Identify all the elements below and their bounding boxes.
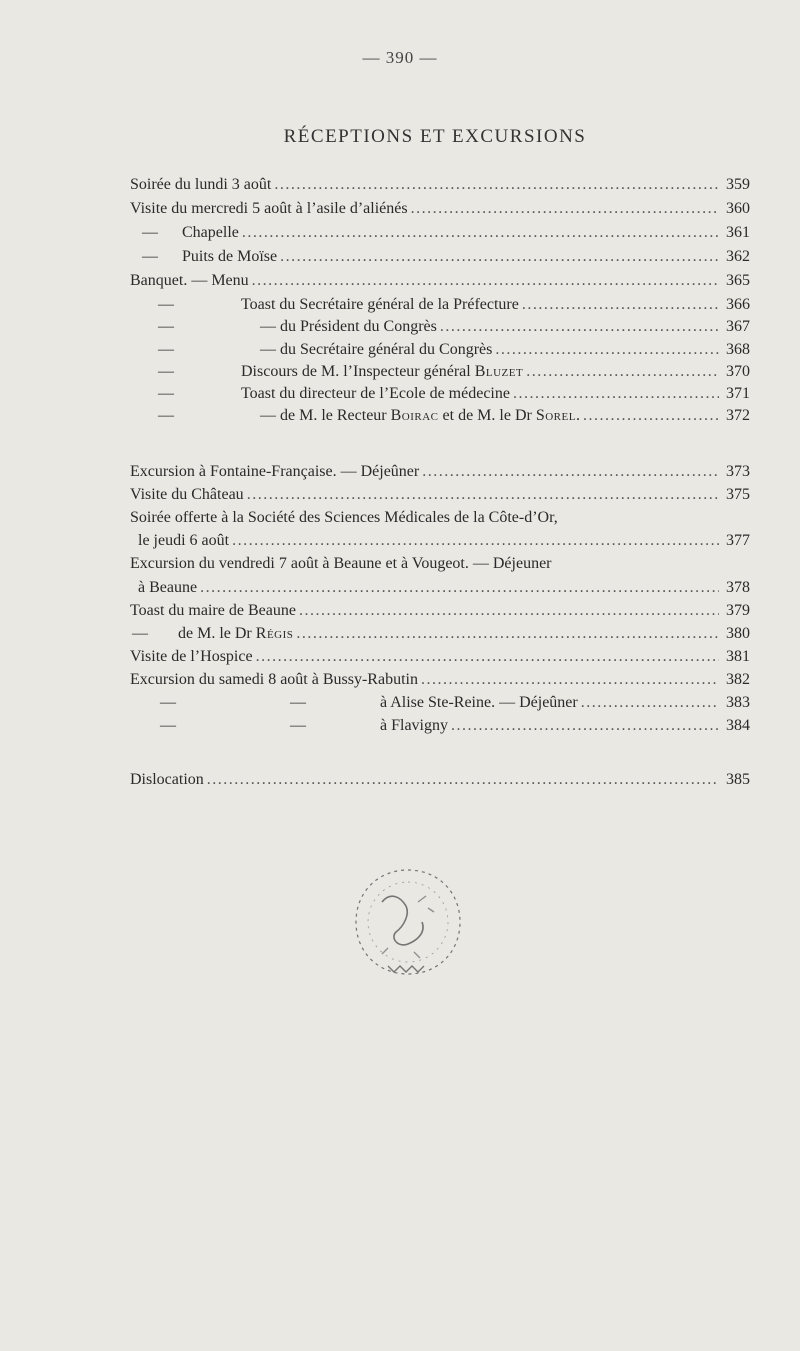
toc-entry: Excursion du samedi 8 août à Bussy-Rabutin ..... 382 <box>130 669 750 691</box>
ditto-dash: — <box>132 625 148 642</box>
ditto-dash: — <box>158 363 174 380</box>
toc-entry: Visite du Château ..... 375 <box>130 484 750 506</box>
toc-entry: — Discours de M. l’Inspecteur général Bluzet ..... 370 <box>130 361 750 383</box>
ditto-dash: — <box>158 407 174 424</box>
toc-entry: — Toast du Secrétaire général de la Préfecture ..... 366 <box>130 294 750 316</box>
toc-entry: le jeudi 6 août ..... 377 <box>130 530 750 552</box>
toc-entry: à Beaune ..... 378 <box>130 577 750 599</box>
toc-entry: Toast du maire de Beaune ..... 379 <box>130 600 750 622</box>
ditto-dash: — <box>158 341 174 358</box>
toc-entry: — Toast du directeur de l’Ecole de médecine ..... 371 <box>130 383 750 405</box>
toc-entry: — — de M. le Recteur Boirac et de M. le Dr Sorel. ..... 372 <box>130 405 750 427</box>
toc-entry: Visite de l’Hospice ..... 381 <box>130 646 750 668</box>
toc-entry: Visite du mercredi 5 août à l’asile d’aliénés ..... 360 <box>130 198 750 220</box>
toc-entry: — — du Secrétaire général du Congrès ..... 368 <box>130 339 750 361</box>
toc-entry: Soirée offerte à la Société des Sciences Médicales de la Côte-d’Or, <box>130 509 558 526</box>
ditto-dash: — <box>158 296 174 313</box>
toc-entry: Banquet. — Menu ..... 365 <box>130 270 750 292</box>
toc-entry: — — du Président du Congrès ..... 367 <box>130 316 750 338</box>
toc-entry: — Chapelle ..... 361 <box>130 222 750 244</box>
toc-entry: — — à Alise Ste-Reine. — Déjeûner ..... 383 <box>130 692 750 714</box>
toc-entry: Soirée du lundi 3 août ..... 359 <box>130 174 750 196</box>
toc-entry: — Puits de Moïse ..... 362 <box>130 246 750 268</box>
toc-entry: — — à Flavigny ..... 384 <box>130 715 750 737</box>
ditto-dash: — — <box>160 694 306 711</box>
page-title: RÉCEPTIONS ET EXCURSIONS <box>283 126 587 147</box>
ditto-dash: — <box>158 385 174 402</box>
ditto-dash: — — <box>160 717 306 734</box>
ditto-dash: — <box>142 248 158 265</box>
toc-entry: Dislocation ..... 385 <box>130 769 750 791</box>
library-stamp <box>348 862 468 982</box>
ditto-dash: — <box>158 318 174 335</box>
page-number: — 390 — <box>362 48 438 67</box>
toc-entry: — de M. le Dr Régis ..... 380 <box>130 623 750 645</box>
ditto-dash: — <box>142 224 158 241</box>
toc-entry: Excursion du vendredi 7 août à Beaune et à Vougeot. — Déjeuner <box>130 555 552 572</box>
toc-entry: Excursion à Fontaine-Française. — Déjeûner ..... 373 <box>130 461 750 483</box>
